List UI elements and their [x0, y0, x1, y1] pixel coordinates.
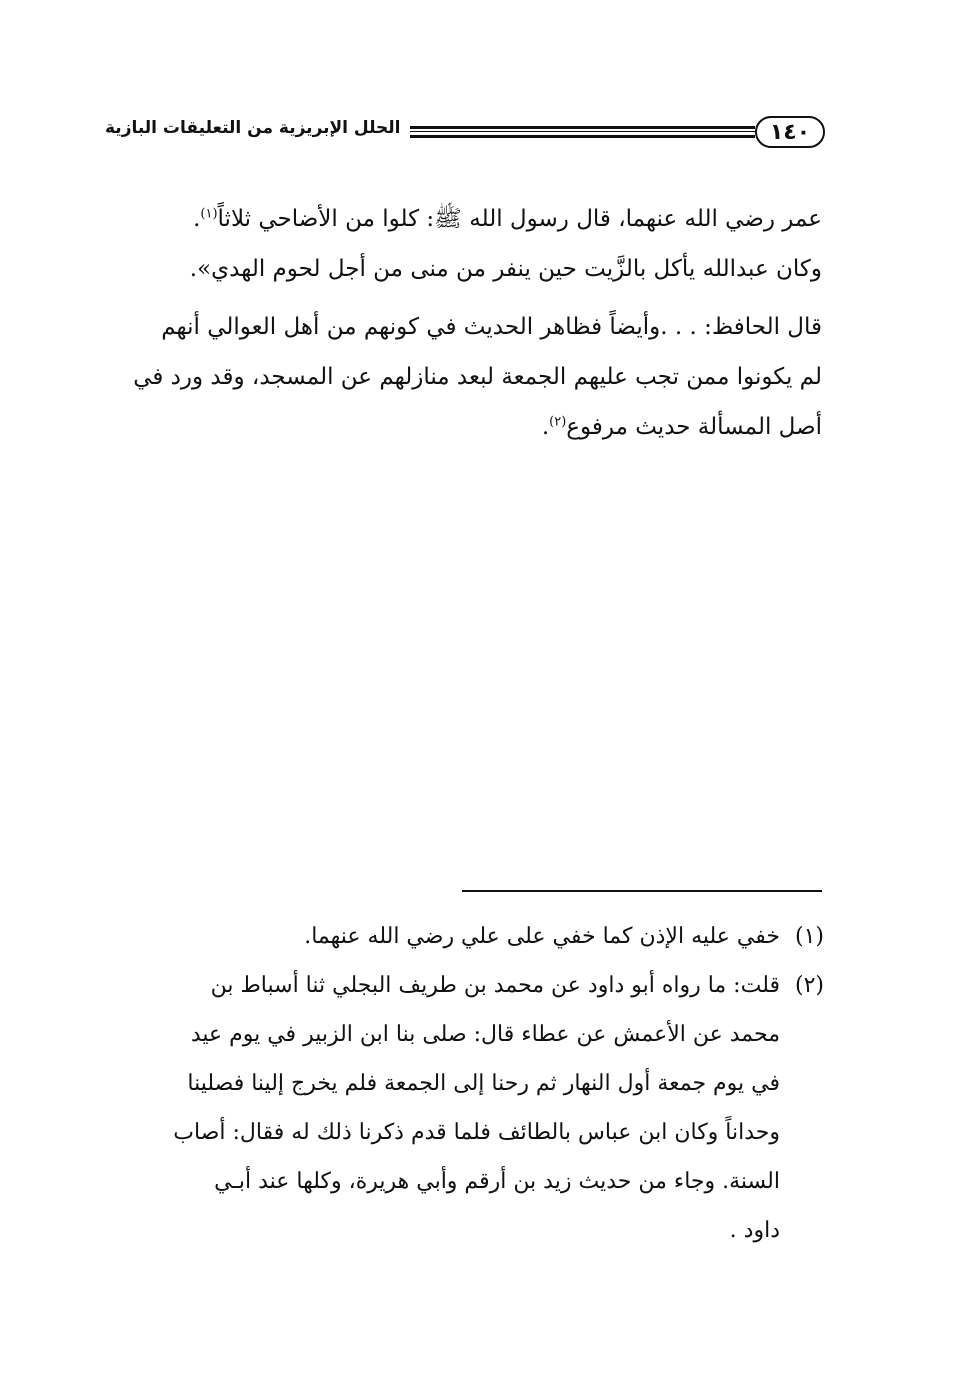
footnote-1 [108, 912, 824, 961]
main-text [110, 194, 822, 452]
footnote-line: السنة. وجاء من حديث زيد بن أرقم وأبي هريرة، وكلها عند أبـي [214, 1169, 780, 1194]
page-number-badge [755, 116, 825, 148]
text-line-content: عمر رضي الله عنهما، قال رسول الله ﷺ: كلوا من الأضاحي ثلاثاً [217, 206, 822, 232]
page-header [105, 112, 825, 156]
footnote-line: في يوم جمعة أول النهار ثم رحنا إلى الجمعة فلم يخرج إلينا فصلينا [187, 1071, 780, 1096]
footnote-line: وحداناً وكان ابن عباس بالطائف فلما قدم ذكرنا ذلك له فقال: أصاب [173, 1120, 780, 1145]
paragraph-1 [110, 194, 822, 294]
line-end-punctuation: . [541, 414, 550, 440]
text-line: قال الحافظ: . . .وأيضاً فظاهر الحديث في كونهم من أهل العوالي أنهم [161, 314, 822, 340]
text-line: لم يكونوا ممن تجب عليهم الجمعة لبعد منازلهم عن المسجد، وقد ورد في [133, 364, 822, 390]
footnote-reference: (١) [200, 206, 218, 222]
running-title: الحلل الإبريزية من التعليقات البازية [105, 118, 401, 138]
footnote-line: خفي عليه الإذن كما خفي على علي رضي الله عنهما. [304, 924, 780, 949]
footnote-line: محمد عن الأعمش عن عطاء قال: صلى بنا ابن الزبير في يوم عيد [190, 1022, 780, 1047]
text-line [110, 194, 822, 244]
footnote-reference: (٢) [549, 414, 567, 430]
line-end-punctuation: . [193, 206, 201, 232]
footnote-line: قلت: ما رواه أبو داود عن محمد بن طريف البجلي ثنا أسباط بن [210, 973, 780, 998]
footnote-line: داود . [729, 1218, 780, 1243]
footnotes [108, 912, 824, 1255]
text-line: وكان عبدالله يأكل بالزَّيت حين ينفر من منى من أجل لحوم الهدي». [189, 256, 822, 282]
header-rule [410, 126, 755, 138]
paragraph-2 [110, 302, 822, 452]
text-line-content: أصل المسألة حديث مرفوع [566, 414, 822, 440]
footnote-marker: (٢) [794, 973, 824, 998]
footnote-separator [462, 890, 822, 892]
footnote-marker: (١) [794, 924, 824, 949]
footnote-2 [108, 961, 824, 1255]
page-number: ١٤٠ [769, 119, 811, 145]
text-line [110, 402, 822, 452]
